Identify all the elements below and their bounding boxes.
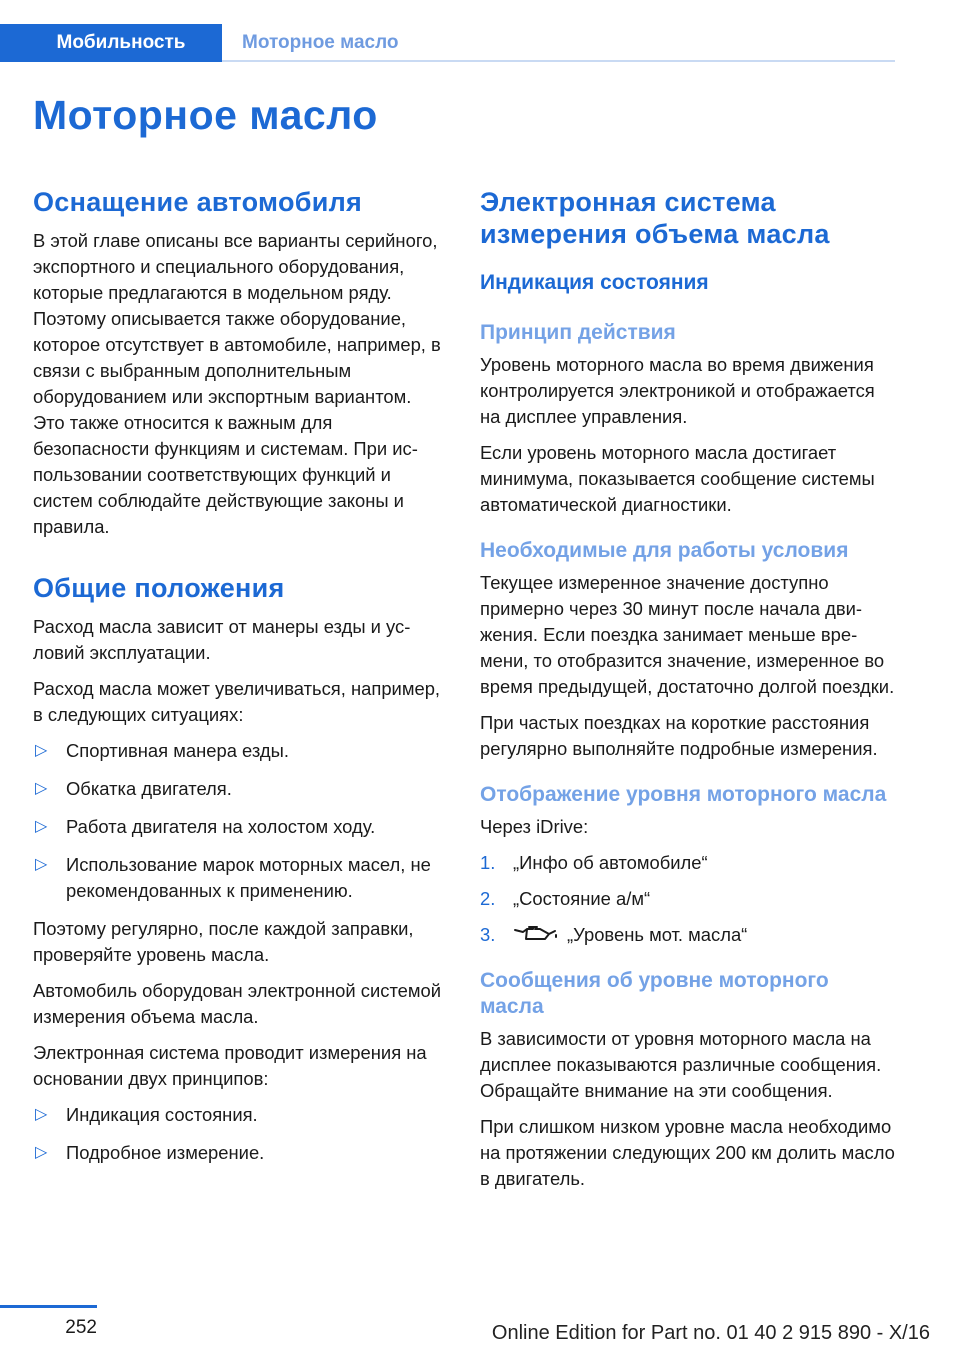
triangle-bullet-icon: ▷ (35, 780, 48, 797)
list-item (33, 738, 445, 764)
triangle-bullet-icon: ▷ (35, 1144, 48, 1161)
idrive-steps-list (480, 850, 898, 948)
list-item (33, 776, 445, 802)
heading-conditions: Необходимые для работы условия (480, 539, 849, 562)
paragraph-check: Поэтому регулярно, после каждой заправки, проверяйте уровень масла. (33, 918, 414, 965)
heading-status-indication: Индикация состояния (480, 271, 709, 294)
paragraph-conditions-1: Текущее измеренное значение доступно примерно через 30 минут после начала движения. Если поездка занимает меньше времени, то отобразится значение, измеренное во время предыдущей, достаточно долгой поездки. (480, 572, 895, 697)
left-column (33, 186, 445, 1178)
header-divider (222, 60, 895, 62)
list-item (33, 1102, 445, 1128)
heading-electronic-system: Электронная система измерения объема масла (480, 187, 830, 249)
list-item-text: Обкатка двигателя. (66, 778, 232, 799)
paragraph-principle-2: Если уровень моторного масла достигает минимума, показывается сообщение системы автоматической диагностики. (480, 442, 875, 515)
list-item (480, 922, 898, 948)
triangle-bullet-icon: ▷ (35, 856, 48, 873)
heading-equipment: Оснащение автомобиля (33, 187, 363, 217)
page-header (0, 24, 895, 62)
footer-divider (0, 1305, 97, 1308)
paragraph-idrive: Через iDrive: (480, 816, 589, 837)
heading-messages: Сообщения об уровне моторного масла (480, 969, 829, 1018)
right-column (480, 186, 898, 1202)
triangle-bullet-icon: ▷ (35, 818, 48, 835)
paragraph-conditions-2: При частых поездках на короткие расстояния регулярно выполняйте подробные измерения. (480, 712, 878, 759)
list-item (480, 886, 898, 912)
list-item (33, 852, 445, 904)
paragraph-principle-1: Уровень моторного масла во время движения контролируется электроникой и отображается на дисплее управления. (480, 354, 875, 427)
step-text: „Инфо об автомобиле“ (513, 852, 708, 873)
page-number: 252 (65, 1317, 97, 1338)
paragraph-general-2: Расход масла может увеличиваться, например, в следующих ситуациях: (33, 678, 441, 725)
oil-can-icon (513, 923, 559, 945)
paragraph-messages-1: В зависимости от уровня моторного масла на дисплее показываются различные сообщения. Обращайте внимание на эти сообщения. (480, 1028, 882, 1101)
step-text: „Уровень мот. масла“ (567, 924, 748, 945)
list-item-text: Индикация состояния. (66, 1104, 258, 1125)
paragraph-system: Электронная система проводит измерения на основании двух принципов: (33, 1042, 427, 1089)
breadcrumb[interactable]: Моторное масло (242, 32, 399, 53)
paragraph-messages-2: При слишком низком уровне масла необходимо на протяжении следующих 200 км долить масло в двигатель. (480, 1116, 895, 1189)
step-number: 3. (480, 924, 496, 945)
principles-list (33, 1102, 445, 1166)
heading-display-level: Отображение уровня моторного масла (480, 783, 887, 806)
situations-list (33, 738, 445, 904)
page-title: Моторное масло (33, 92, 378, 138)
list-item (33, 814, 445, 840)
heading-general: Общие положения (33, 573, 285, 603)
list-item (33, 1140, 445, 1166)
list-item-text: Подробное измерение. (66, 1142, 265, 1163)
list-item-text: Использование марок моторных масел, не рекомендованных к применению. (66, 854, 431, 901)
triangle-bullet-icon: ▷ (35, 742, 48, 759)
list-item (480, 850, 898, 876)
list-item-text: Спортивная манера езды. (66, 740, 289, 761)
edition-footer: Online Edition for Part no. 01 40 2 915 890 - X/16 (491, 1322, 930, 1344)
list-item-text: Работа двигателя на холостом ходу. (66, 816, 376, 837)
step-text: „Состояние а/м“ (513, 888, 651, 909)
heading-principle: Принцип действия (480, 321, 676, 344)
step-number: 2. (480, 888, 496, 909)
paragraph-general-1: Расход масла зависит от манеры езды и условий эксплуатации. (33, 616, 411, 663)
paragraph-equipment: В этой главе описаны все варианты серийного, экспортного и специального оборудования, которые предлагаются в модельном ряду. Поэтому описывается также оборудование, которое отсутствует в автомобиле, например, в связи с выбранным дополнительным оборудованием или экспортным вариантом. Это также относится к важным для безопасности функциям и системам. При использовании соответствующих функций и систем соблюдайте действующие законы и правила. (33, 230, 441, 537)
paragraph-equipped: Автомобиль оборудован электронной системой измерения объема масла. (33, 980, 442, 1027)
section-tab[interactable]: Мобильность (0, 24, 222, 62)
step-number: 1. (480, 852, 496, 873)
triangle-bullet-icon: ▷ (35, 1106, 48, 1123)
